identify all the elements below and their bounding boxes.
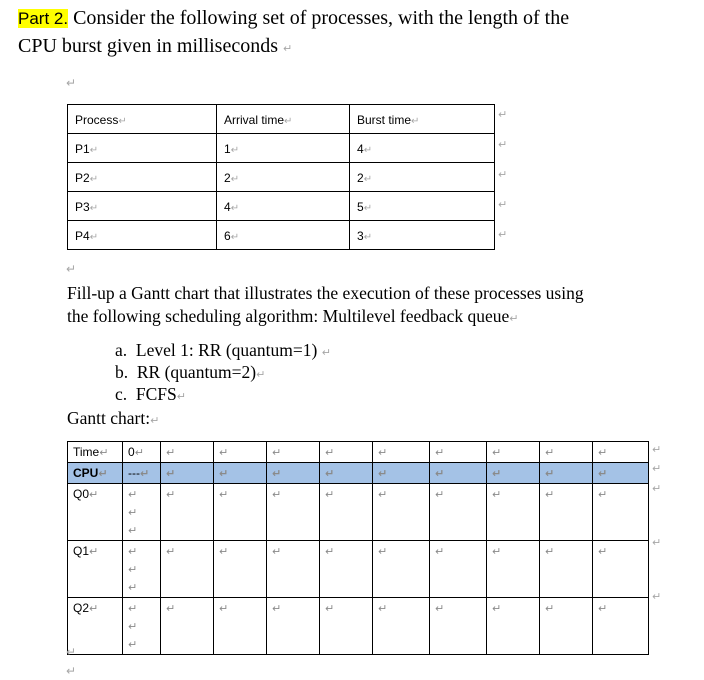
heading-text-1: Consider the following set of processes, with the length of the [68, 7, 570, 29]
gantt-cell: ↵ [214, 484, 267, 541]
gantt-cell: ↵ [373, 541, 430, 598]
heading-line-1 [18, 4, 569, 33]
gantt-row-label: Q2↵ [68, 598, 123, 655]
gantt-cell: ↵ [214, 442, 267, 463]
gantt-cell: ↵ [161, 442, 214, 463]
gantt-cell: ↵ [214, 541, 267, 598]
gantt-cell: ↵ [593, 442, 649, 463]
table-cell: 3↵ [350, 221, 495, 250]
gantt-cell: ↵ ↵ ↵ [123, 541, 161, 598]
row-end-mark-icon: ↵ [652, 536, 662, 549]
table-cell: 2↵ [350, 163, 495, 192]
gantt-q2-row [68, 598, 649, 655]
table-row [68, 134, 495, 163]
paragraph-mark-icon: ↵ [66, 262, 77, 276]
gantt-cell: ↵ [593, 598, 649, 655]
gantt-cell: ↵ [320, 598, 373, 655]
header-cell: Arrival time↵ [217, 105, 350, 134]
gantt-cell: ↵ [267, 541, 320, 598]
gantt-cell: ↵ ↵ ↵ [123, 598, 161, 655]
gantt-cell: ↵ [487, 442, 540, 463]
level-item: b. RR (quantum=2)↵ [115, 362, 266, 382]
table-row [68, 163, 495, 192]
gantt-cell: ↵ [487, 541, 540, 598]
part-label: Part 2. [18, 9, 69, 28]
gantt-cpu-row [68, 463, 649, 484]
table-cell: 4↵ [350, 134, 495, 163]
gantt-row-label: Q1↵ [68, 541, 123, 598]
gantt-cell: ↵ [373, 598, 430, 655]
gantt-cell: ↵ [267, 442, 320, 463]
row-end-mark-icon: ↵ [498, 138, 508, 151]
gantt-cell: ↵ [161, 463, 214, 484]
gantt-cell: ↵ [373, 463, 430, 484]
table-cell: 2↵ [217, 163, 350, 192]
gantt-q1-row [68, 541, 649, 598]
paragraph-mark-icon: ↵ [509, 312, 519, 325]
header-cell: Process↵ [68, 105, 217, 134]
process-table-header [68, 105, 495, 134]
gantt-cell: ↵ [593, 484, 649, 541]
instruction-line-2: the following scheduling algorithm: Multilevel feedback queue↵ [67, 306, 519, 326]
gantt-cell: ↵ [267, 484, 320, 541]
gantt-cell: ↵ [487, 484, 540, 541]
row-end-mark-icon: ↵ [498, 108, 508, 121]
table-cell: 4↵ [217, 192, 350, 221]
table-cell: P4↵ [68, 221, 217, 250]
gantt-cell: ↵ [161, 484, 214, 541]
gantt-cell: ↵ [267, 463, 320, 484]
gantt-cell: ↵ [214, 598, 267, 655]
table-row [68, 221, 495, 250]
gantt-cell: ↵ [430, 598, 487, 655]
table-cell: P1↵ [68, 134, 217, 163]
row-end-mark-icon: ↵ [498, 198, 508, 211]
table-cell: 6↵ [217, 221, 350, 250]
gantt-cell: ↵ [373, 484, 430, 541]
row-end-mark-icon: ↵ [652, 482, 662, 495]
heading-text-2: CPU burst given in milliseconds [18, 35, 278, 57]
gantt-label: Gantt chart:↵ [67, 408, 160, 428]
row-end-mark-icon: ↵ [652, 462, 662, 475]
gantt-cell: ↵ [267, 598, 320, 655]
gantt-cell: ↵ [161, 541, 214, 598]
gantt-cell: ↵ [430, 463, 487, 484]
gantt-cell: ↵ [540, 484, 593, 541]
instruction-line-1: Fill-up a Gantt chart that illustrates the execution of these processes using [67, 283, 584, 303]
gantt-cell: ↵ [540, 541, 593, 598]
gantt-cell: ↵ [593, 463, 649, 484]
level-item: c. FCFS↵ [115, 384, 186, 404]
gantt-table [67, 441, 649, 655]
gantt-cell: ↵ [320, 541, 373, 598]
gantt-row-label: CPU↵ [68, 463, 123, 484]
gantt-cell: ↵ [430, 484, 487, 541]
gantt-row-label: Time↵ [68, 442, 123, 463]
gantt-cell: ↵ [430, 541, 487, 598]
gantt-cell: ↵ ↵ ↵ [123, 484, 161, 541]
paragraph-mark-icon: ↵ [66, 76, 77, 90]
level-item: a. Level 1: RR (quantum=1) ↵ [115, 340, 331, 360]
gantt-cell: ↵ [487, 598, 540, 655]
gantt-cell: ↵ [320, 463, 373, 484]
gantt-row-label: Q0↵ [68, 484, 123, 541]
row-end-mark-icon: ↵ [652, 443, 662, 456]
paragraph-mark-icon: ↵ [283, 42, 293, 55]
header-cell: Burst time↵ [350, 105, 495, 134]
gantt-cell: 0↵ [123, 442, 161, 463]
gantt-cell: ↵ [540, 442, 593, 463]
table-cell: P3↵ [68, 192, 217, 221]
row-end-mark-icon: ↵ [498, 168, 508, 181]
gantt-cell: ---↵ [123, 463, 161, 484]
process-table [67, 104, 495, 250]
gantt-cell: ↵ [540, 463, 593, 484]
gantt-q0-row [68, 484, 649, 541]
gantt-cell: ↵ [214, 463, 267, 484]
gantt-cell: ↵ [320, 484, 373, 541]
row-end-mark-icon: ↵ [498, 228, 508, 241]
gantt-cell: ↵ [430, 442, 487, 463]
row-end-mark-icon: ↵ [652, 590, 662, 603]
table-cell: P2↵ [68, 163, 217, 192]
gantt-cell: ↵ [593, 541, 649, 598]
gantt-cell: ↵ [487, 463, 540, 484]
gantt-cell: ↵ [320, 442, 373, 463]
table-row [68, 192, 495, 221]
table-cell: 1↵ [217, 134, 350, 163]
paragraph-mark-icon: ↵ [66, 664, 77, 678]
gantt-cell: ↵ [161, 598, 214, 655]
gantt-time-row [68, 442, 649, 463]
gantt-cell: ↵ [540, 598, 593, 655]
gantt-cell: ↵ [373, 442, 430, 463]
paragraph-mark-icon: ↵ [66, 645, 77, 659]
heading-line-2 [18, 32, 292, 63]
table-cell: 5↵ [350, 192, 495, 221]
